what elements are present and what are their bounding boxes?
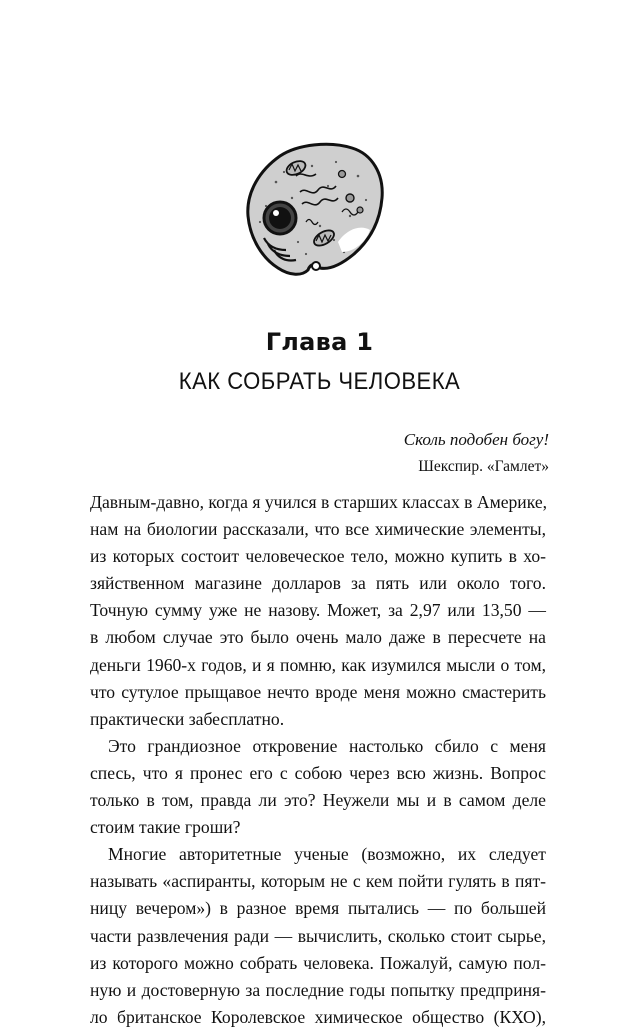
epigraph-source: Шекспир. «Гамлет» [418, 458, 549, 475]
text-line: нам на биологии рассказали, что все химические элементы, [90, 519, 546, 540]
text-line: что сутулое прыщавое нечто вроде меня можно смастерить [90, 681, 546, 702]
text-line: Точную сумму уже не назову. Может, за 2,97 или 13,50 — [90, 600, 546, 621]
text-line: стоим такие гроши? [90, 817, 241, 838]
text-line: из которого можно собрать человека. Пожалуй, самую пол- [90, 952, 546, 973]
text-line: Это грандиозное откровение настолько сбило с меня [108, 735, 546, 756]
chapter-title: КАК СОБРАТЬ ЧЕЛОВЕКА [178, 368, 461, 395]
text-line: ло британское Королевское химическое общество (КХО), [90, 1006, 546, 1027]
chapter-number: Глава 1 [265, 328, 374, 356]
body-text [90, 489, 546, 1031]
text-line: деньги 1960-х годов, и я помню, как изумился мысли о том, [90, 654, 546, 675]
text-line: называть «аспиранты, которым не с кем пойти гулять в пят- [90, 871, 546, 892]
text-line: зяйственном магазине долларов за пять или около того. [90, 573, 546, 594]
text-line: в любом случае это было очень мало даже в пересчете на [90, 627, 546, 648]
text-line: части развлечения ради — вычислить, сколько стоит сырье, [90, 925, 546, 946]
text-line: из которых состоит человеческое тело, можно купить в хо- [90, 546, 546, 567]
text-line: ную и достоверную за последние годы попытку предприня- [90, 979, 546, 1000]
text-line: только в том, правда ли это? Неужели мы и в самом деле [90, 790, 546, 811]
cell-illustration [246, 142, 386, 278]
epigraph-quote: Сколь подобен богу! [403, 430, 549, 449]
text-line: Давным-давно, когда я учился в старших классах в Америке, [90, 492, 548, 512]
epigraph [404, 427, 549, 479]
text-line: ницу вечером») в разное время пытались — по большей [90, 898, 546, 919]
text-line: спесь, что я пронес его с собою через всю жизнь. Вопрос [90, 762, 546, 783]
text-line: практически забесплатно. [90, 708, 285, 729]
text-line: Многие авторитетные ученые (возможно, их следует [108, 844, 546, 865]
